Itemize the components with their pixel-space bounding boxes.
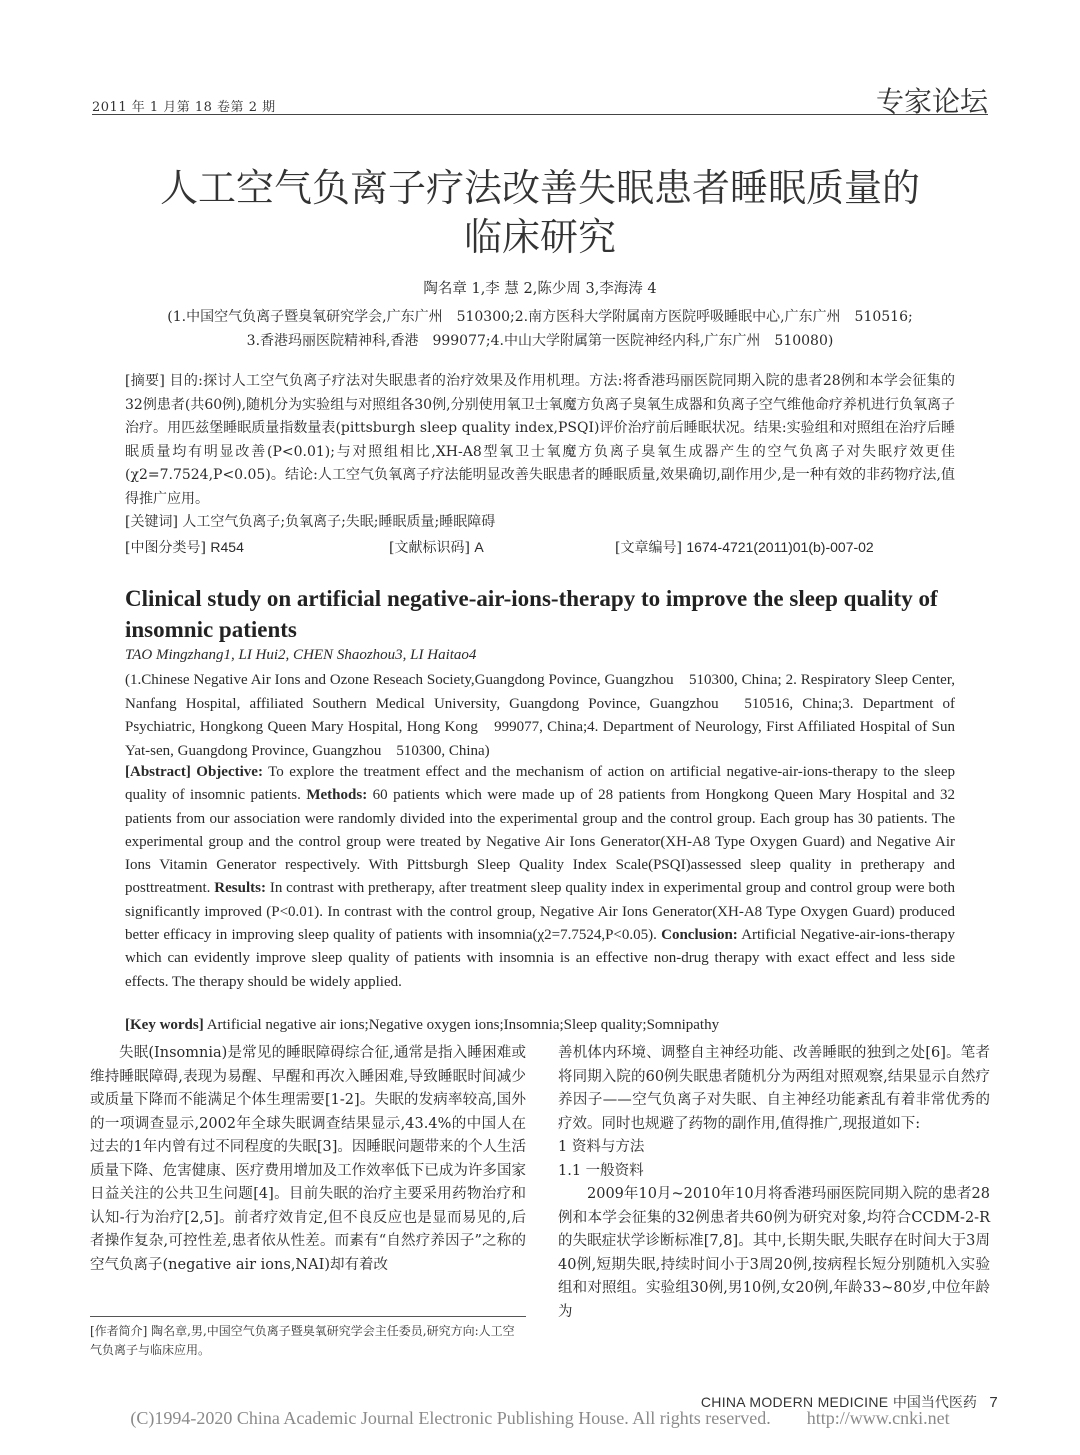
affiliation-line2: 3.香港玛丽医院精神科,香港 999077;4.中山大学附属第一医院神经内科,广东广州 510080): [246, 333, 834, 349]
keywords-label: [Key words]: [125, 1017, 204, 1033]
results-label: Results:: [214, 880, 266, 897]
english-authors: TAO Mingzhang1, LI Hui2, CHEN Shaozhou3, LI Haitao4: [125, 647, 477, 663]
chinese-abstract: [125, 370, 955, 535]
footnote-rule: [90, 1316, 526, 1317]
results-text: In contrast with pretherapy, after treatment sleep quality index in experimental group and control group were both significantly improved (P<0.01). In contrast with the control group, Negative Air Ions Generator(XH-A8 Type Oxygen Guard) produced better efficacy in improving sleep quality of patients with insomnia(χ2=7.7524,P<0.05).: [125, 880, 956, 944]
conclusion-label: Conclusion:: [661, 927, 738, 944]
journal-name-cn: 中国当代医药: [892, 1395, 977, 1411]
body-paragraph-2: 善机体内环境、调整自主神经功能、改善睡眠的独到之处[6]。笔者将同期入院的60例失眠患者随机分为两组对照观察,结果显示自然疗养因子——空气负离子对失眠、自主神经功能紊乱有着非常优秀的疗效。同时也规避了药物的副作用,值得推广,现报道如下:: [558, 1045, 990, 1132]
doc-label: [文献标识码]: [389, 540, 470, 556]
article-number-value: 1674-4721(2011)01(b)-007-02: [686, 539, 874, 555]
clc-label: [中图分类号]: [125, 540, 206, 556]
section-heading-1: 1 资料与方法: [558, 1139, 645, 1155]
conclusion-text: Artificial Negative-air-ions-therapy which can evidently improve sleep quality of patients with insomnia is an effective non-drug therapy with exact effect and less side effects. The therapy should be widely applied.: [125, 927, 955, 990]
body-paragraph-1: 失眠(Insomnia)是常见的睡眠障碍综合征,通常是指入睡困难或维持睡眠障碍,表现为易醒、早醒和再次入睡困难,导致睡眠时间减少或质量下降而不能满足个体生理需要[1-2]。失眠的发病率较高,国外的一项调查显示,2002年全球失眠调查结果显示,43.4%的中国人在过去的1年内曾有过不同程度的失眠[3]。因睡眠问题带来的个人生活质量下降、危害健康、医疗费用增加及工作效率低下已成为许多国家日益关注的公共卫生问题[4]。目前失眠的治疗主要采用药物治疗和认知-行为治疗[2,5]。前者疗效肯定,但不良反应也是显而易见的,后者操作复杂,可控性差,患者依从性差。而素有“自然疗养因子”之称的空气负离子(negative air ions,NAI)却有着改: [90, 1045, 526, 1273]
english-affiliations: (1.Chinese Negative Air Ions and Ozone Reseach Society,Guangdong Povince, Guangzhou 510300, China; 2. Respiratory Sleep Center, Nanfang Hospital, affiliated Southern Medical University, Guangdong Povince, Guangzhou 510516, China;3. Department of Psychiatric, Hongkong Queen Mary Hospital, Hong Kong 999077, China;4. Department of Neurology, First Affiliated Hospital of Sun Yat-sen, Guangdong Province, Guangzhou 510300, China): [125, 672, 955, 759]
header-rule: [92, 114, 988, 115]
affiliation-line1: (1.中国空气负离子暨臭氧研究学会,广东广州 510300;2.南方医科大学附属南方医院呼吸睡眠中心,广东广州 510516;: [167, 309, 913, 325]
article-number-label: [文章编号]: [615, 540, 682, 556]
article-title-line2: 临床研究: [463, 215, 616, 259]
objective-label: Objective:: [196, 764, 263, 780]
english-title: Clinical study on artificial negative-air-ions-therapy to improve the sleep quality of insomnic patients: [125, 586, 938, 642]
article-title-line1: 人工空气负离子疗法改善失眠患者睡眠质量的: [159, 166, 920, 210]
clc-number: [125, 537, 244, 557]
english-keywords: [125, 1017, 955, 1034]
doc-code: [389, 537, 484, 557]
running-header-issue: 2011 年 1 月第 18 卷第 2 期: [92, 100, 276, 115]
chinese-keywords: [关键词] 人工空气负离子;负氧离子;失眠;睡眠质量;睡眠障碍: [125, 514, 496, 530]
journal-name-en: CHINA MODERN MEDICINE: [700, 1394, 889, 1410]
methods-text: 60 patients which were made up of 28 patients from Hongkong Queen Mary Hospital and 32 patients from our association were randomly divided into the experimental group and the control group. Each group has 30 patients. The experimental group and the control group were treated by Negative Air Ions Generator(XH-A8 Type Oxygen Guard) and Negative Air Ions Vitamin Generator respectively. With Pittsburgh Sleep Quality Index Scale(PSQI)assessed sleep quality in pretherapy and posttreatment.: [125, 787, 956, 897]
keywords-text: Artificial negative air ions;Negative oxygen ions;Insomnia;Sleep quality;Somnipathy: [206, 1017, 720, 1033]
author-list: 陶名章 1,李 慧 2,陈少周 3,李海涛 4: [423, 281, 657, 297]
page-number: 7: [989, 1394, 998, 1411]
body-column-right: [558, 1042, 990, 1324]
copyright-watermark: (C)1994-2020 China Academic Journal Electronic Publishing House. All rights reserved. http://www.cnki.net: [130, 1408, 950, 1428]
doc-value: A: [474, 539, 484, 555]
author-footnote: [作者简介] 陶名章,男,中国空气负离子暨臭氧研究学会主任委员,研究方向:人工空气负离子与临床应用。: [90, 1324, 515, 1357]
body-column-left: [90, 1042, 526, 1277]
objective-text: To explore the treatment effect and the mechanism of action on artificial negative-air-ions-therapy to the sleep quality of insomnic patients.: [125, 764, 955, 804]
running-header-section: 专家论坛: [875, 85, 988, 118]
clc-value: R454: [210, 539, 244, 555]
article-number: [615, 537, 874, 557]
section-heading-1-1: 1.1 一般资料: [558, 1162, 644, 1179]
methods-label: Methods:: [306, 787, 368, 804]
body-paragraph-3: 2009年10月~2010年10月将香港玛丽医院同期入院的患者28例和本学会征集的32例患者共60例为研究对象,均符合CCDM-2-R的失眠症状学诊断标准[7,8]。其中,长期失眠,失眠存在时间大于3周40例,短期失眠,持续时间小于3周20例,按病程长短分别随机入实验组和对照组。实验组30例,男10例,女20例,年龄33~80岁,中位年龄为: [558, 1186, 990, 1320]
abstract-label: [Abstract]: [125, 764, 191, 780]
chinese-abstract-text: [摘要] 目的:探讨人工空气负离子疗法对失眠患者的治疗效果及作用机理。方法:将香港玛丽医院同期入院的患者28例和本学会征集的32例患者(共60例),随机分为实验组与对照组各30例,分别使用氧卫士氧魔方负离子臭氧生成器和负离子空气维他命疗养机进行负氧离子治疗。用匹兹堡睡眠质量指数量表(pittsburgh sleep quality index,PSQI)评价治疗前后睡眠状况。结果:实验组和对照组在治疗后睡眠质量均有明显改善(P<0.01);与对照组相比,XH-A8型氧卫士氧魔方负离子臭氧生成器产生的空气负离子对失眠疗效更佳(χ2=7.7524,P<0.05)。结论:人工空气负氧离子疗法能明显改善失眠患者的睡眠质量,效果确切,副作用少,是一种有效的非药物疗法,值得推广应用。: [125, 373, 955, 507]
english-abstract: [125, 761, 955, 994]
